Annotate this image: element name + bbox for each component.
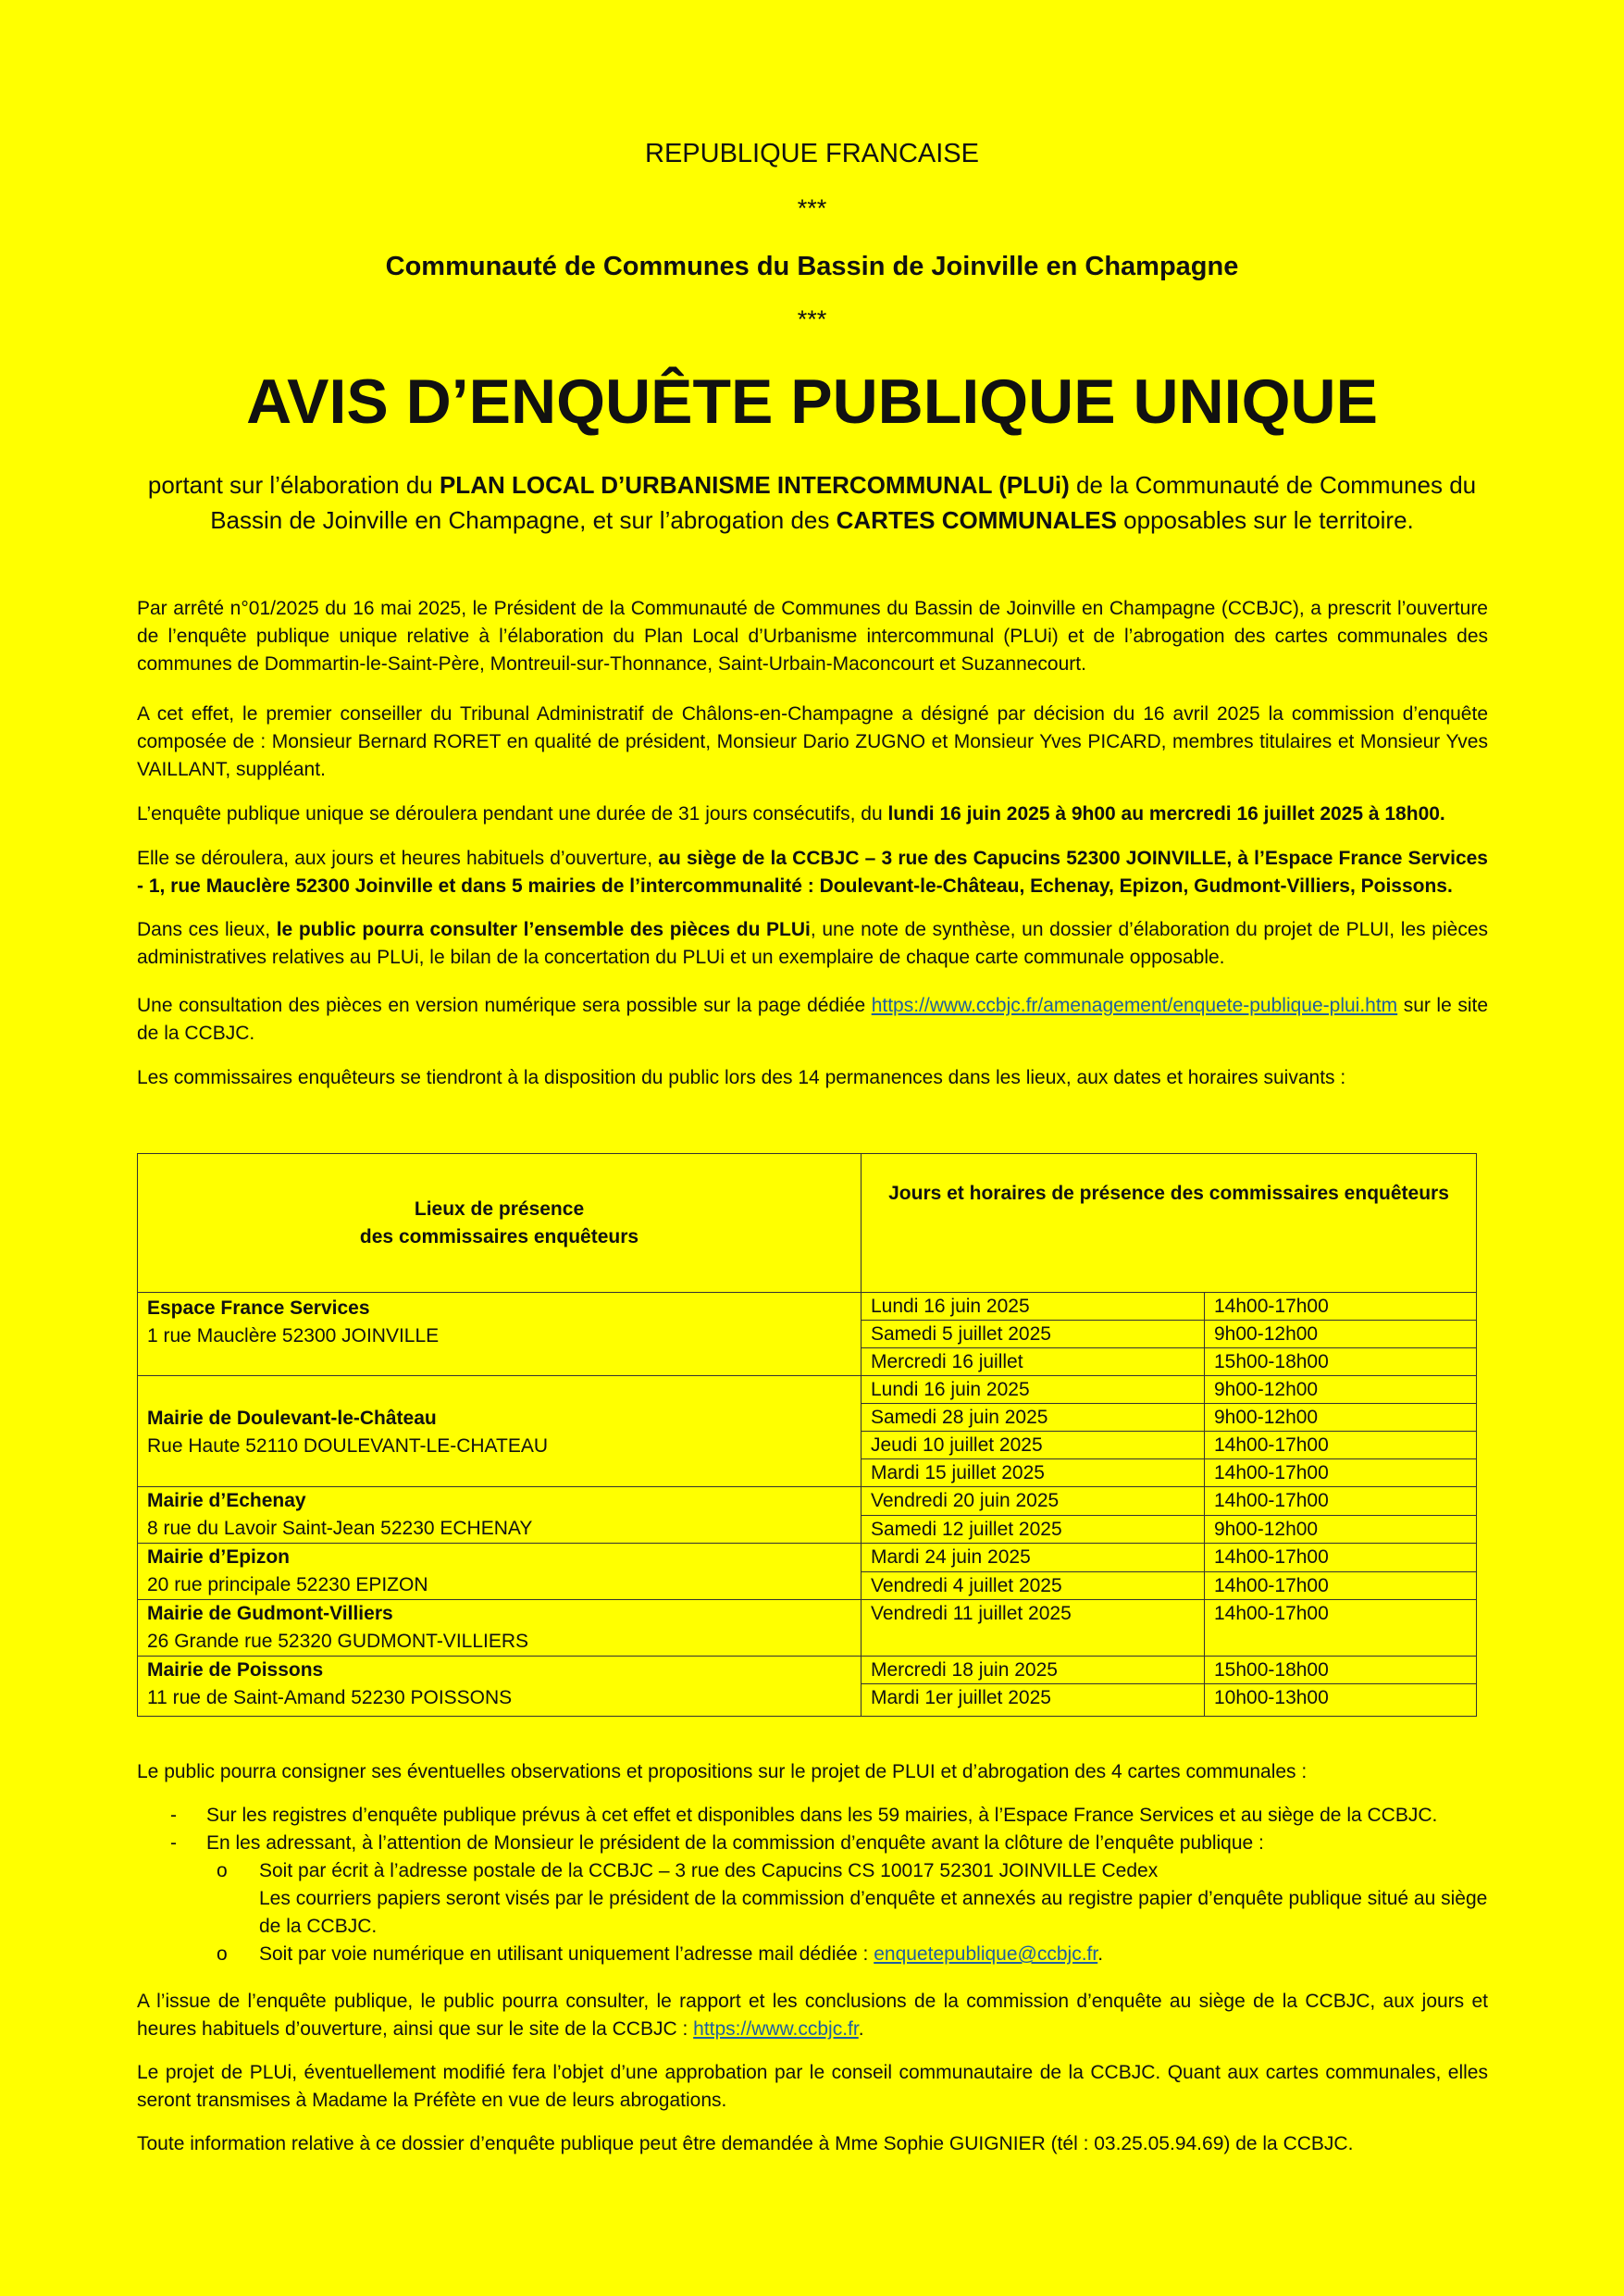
- communaute-heading: Communauté de Communes du Bassin de Joinville en Champagne: [385, 252, 1239, 281]
- paragraph-online: Une consultation des pièces en version numérique sera possible sur la page dédiée https://www.ccbjc.fr/amenagement/enquete-publique-plui.htm sur le site de la CCBJC.: [137, 995, 1488, 1044]
- table-header-row: [138, 1154, 1477, 1293]
- page-title: AVIS D’ENQUÊTE PUBLIQUE UNIQUE: [246, 366, 1378, 437]
- paragraph-permanences: Les commissaires enquêteurs se tiendront à la disposition du public lors des 14 permanences dans les lieux, aux dates et horaires suivants :: [137, 1067, 1346, 1088]
- slot-hours: 15h00-18h00: [1205, 1348, 1477, 1376]
- circle-bullet: o: [217, 1860, 228, 1881]
- table-row: [138, 1600, 1477, 1657]
- separator-stars-2: ***: [797, 305, 827, 333]
- closing-approbation: Le projet de PLUi, éventuellement modifié fera l’objet d’une approbation par le conseil communautaire de la CCBJC. Quant aux cartes communales, elles seront transmises à Madame la Préfète en vue de leurs abrogations.: [137, 2062, 1488, 2111]
- slot-day: Vendredi 11 juillet 2025: [862, 1600, 1205, 1657]
- table-row: [138, 1376, 1477, 1404]
- slot-hours: 9h00-12h00: [1205, 1515, 1477, 1544]
- slot-day: Mercredi 18 juin 2025: [862, 1657, 1205, 1684]
- list-item: - En les adressant, à l’attention de Monsieur le président de la commission d’enquête avant la clôture de l’enquête publique :: [137, 1830, 1488, 1857]
- closing-contact: Toute information relative à ce dossier d’enquête publique peut être demandée à Mme Sophie GUIGNIER (tél : 03.25.05.94.69) de la CCBJC.: [137, 2133, 1354, 2154]
- sub-list-item: o Soit par écrit à l’adresse postale de la CCBJC – 3 rue des Capucins CS 10017 52301 JOINVILLE Cedex Les courriers papiers seront visés par le président de la commission d’enquête et annexés au registre papier d’enquête publique situé au siège de la CCBJC.: [137, 1857, 1488, 1941]
- header-schedule: Jours et horaires de présence des commissaires enquêteurs: [862, 1154, 1477, 1293]
- separator-stars-1: ***: [797, 194, 827, 222]
- slot-day: Lundi 16 juin 2025: [862, 1376, 1205, 1404]
- closing-rapport: A l’issue de l’enquête publique, le public pourra consulter, le rapport et les conclusions de la commission d’enquête au siège de la CCBJC, aux jours et heures habituels d’ouverture, ainsi que sur le site de la CCBJC : https://www.ccbjc.fr.: [137, 1991, 1488, 2040]
- republique-heading: REPUBLIQUE FRANCAISE: [645, 139, 979, 168]
- page-subtitle: portant sur l’élaboration du PLAN LOCAL D’URBANISME INTERCOMMUNAL (PLUi) de la Communauté de Communes du Bassin de Joinville en Champagne, et sur l’abrogation des CARTES COMMUNALES opposables sur le territoire.: [147, 471, 1477, 534]
- slot-hours: 9h00-12h00: [1205, 1321, 1477, 1348]
- slot-hours: 14h00-17h00: [1205, 1600, 1477, 1657]
- header-places: Lieux de présence des commissaires enquêteurs: [138, 1154, 862, 1293]
- permanences-table: [137, 1153, 1477, 1717]
- slot-day: Mardi 24 juin 2025: [862, 1544, 1205, 1572]
- slot-day: Samedi 5 juillet 2025: [862, 1321, 1205, 1348]
- list-item: - Sur les registres d’enquête publique prévus à cet effet et disponibles dans les 59 mairies, à l’Espace France Services et au siège de la CCBJC.: [137, 1802, 1488, 1830]
- slot-day: Mercredi 16 juillet: [862, 1348, 1205, 1376]
- slot-hours: 15h00-18h00: [1205, 1657, 1477, 1684]
- slot-day: Mardi 15 juillet 2025: [862, 1459, 1205, 1487]
- place-cell: Mairie de Gudmont-Villiers 26 Grande rue 52320 GUDMONT-VILLIERS: [138, 1600, 862, 1657]
- enquete-email-link[interactable]: enquetepublique@ccbjc.fr: [874, 1943, 1098, 1965]
- slot-hours: 14h00-17h00: [1205, 1293, 1477, 1321]
- dash-bullet: -: [170, 1805, 177, 1826]
- slot-hours: 10h00-13h00: [1205, 1684, 1477, 1717]
- place-cell: Espace France Services 1 rue Mauclère 52300 JOINVILLE: [138, 1293, 862, 1376]
- slot-day: Jeudi 10 juillet 2025: [862, 1432, 1205, 1459]
- slot-hours: 14h00-17h00: [1205, 1459, 1477, 1487]
- observations-list: [137, 1802, 1488, 1968]
- slot-day: Mardi 1er juillet 2025: [862, 1684, 1205, 1717]
- paragraph-locations: Elle se déroulera, aux jours et heures habituels d’ouverture, au siège de la CCBJC – 3 rue des Capucins 52300 JOINVILLE, à l’Espace France Services - 1, rue Mauclère 52300 Joinville et dans 5 mairies de l’intercommunalité : Doulevant-le-Château, Echenay, Epizon, Gudmont-Villiers, Poissons.: [137, 848, 1488, 897]
- slot-hours: 14h00-17h00: [1205, 1432, 1477, 1459]
- slot-hours: 14h00-17h00: [1205, 1487, 1477, 1516]
- paragraph-duration: L’enquête publique unique se déroulera pendant une durée de 31 jours consécutifs, du lundi 16 juin 2025 à 9h00 au mercredi 16 juillet 2025 à 18h00.: [137, 803, 1445, 825]
- circle-bullet: o: [217, 1943, 228, 1965]
- paragraph-arrete: Par arrêté n°01/2025 du 16 mai 2025, le Président de la Communauté de Communes du Bassin de Joinville en Champagne (CCBJC), a prescrit l’ouverture de l’enquête publique unique relative à l’élaboration du Plan Local d’Urbanisme intercommunal (PLUi) et de l’abrogation des cartes communales des communes de Dommartin-le-Saint-Père, Montreuil-sur-Thonnance, Saint-Urbain-Maconcourt et Suzannecourt.: [137, 598, 1488, 675]
- slot-hours: 9h00-12h00: [1205, 1404, 1477, 1432]
- observations-intro: Le public pourra consigner ses éventuelles observations et propositions sur le projet de PLUI et d’abrogation des 4 cartes communales :: [137, 1761, 1308, 1782]
- slot-day: Vendredi 4 juillet 2025: [862, 1571, 1205, 1600]
- slot-hours: 14h00-17h00: [1205, 1544, 1477, 1572]
- slot-hours: 9h00-12h00: [1205, 1376, 1477, 1404]
- paragraph-consultation: Dans ces lieux, le public pourra consulter l’ensemble des pièces du PLUi, une note de synthèse, un dossier d’élaboration du projet de PLUI, les pièces administratives relatives au PLUi, le bilan de la concertation du PLUi et un exemplaire de chaque carte communale opposable.: [137, 919, 1488, 968]
- slot-day: Samedi 12 juillet 2025: [862, 1515, 1205, 1544]
- slot-day: Vendredi 20 juin 2025: [862, 1487, 1205, 1516]
- table-row: [138, 1544, 1477, 1572]
- table-row: [138, 1657, 1477, 1684]
- table-row: [138, 1487, 1477, 1516]
- slot-day: Lundi 16 juin 2025: [862, 1293, 1205, 1321]
- ccbjc-site-link[interactable]: https://www.ccbjc.fr: [693, 2018, 859, 2040]
- paragraph-commission: A cet effet, le premier conseiller du Tribunal Administratif de Châlons-en-Champagne a désigné par décision du 16 avril 2025 la commission d’enquête composée de : Monsieur Bernard RORET en qualité de président, Monsieur Dario ZUGNO et Monsieur Yves PICARD, membres titulaires et Monsieur Yves VAILLANT, suppléant.: [137, 703, 1488, 780]
- slot-hours: 14h00-17h00: [1205, 1571, 1477, 1600]
- table-row: [138, 1293, 1477, 1321]
- slot-day: Samedi 28 juin 2025: [862, 1404, 1205, 1432]
- place-cell: Mairie d’Epizon 20 rue principale 52230 EPIZON: [138, 1544, 862, 1600]
- dash-bullet: -: [170, 1832, 177, 1854]
- place-cell: Mairie de Poissons 11 rue de Saint-Amand 52230 POISSONS: [138, 1657, 862, 1717]
- place-cell: Mairie de Doulevant-le-Château Rue Haute 52110 DOULEVANT-LE-CHATEAU: [138, 1376, 862, 1487]
- place-cell: Mairie d’Echenay 8 rue du Lavoir Saint-Jean 52230 ECHENAY: [138, 1487, 862, 1544]
- sub-list-item: o Soit par voie numérique en utilisant uniquement l’adresse mail dédiée : enquetepublique@ccbjc.fr.: [137, 1941, 1488, 1968]
- plui-page-link[interactable]: https://www.ccbjc.fr/amenagement/enquete-publique-plui.htm: [871, 995, 1398, 1016]
